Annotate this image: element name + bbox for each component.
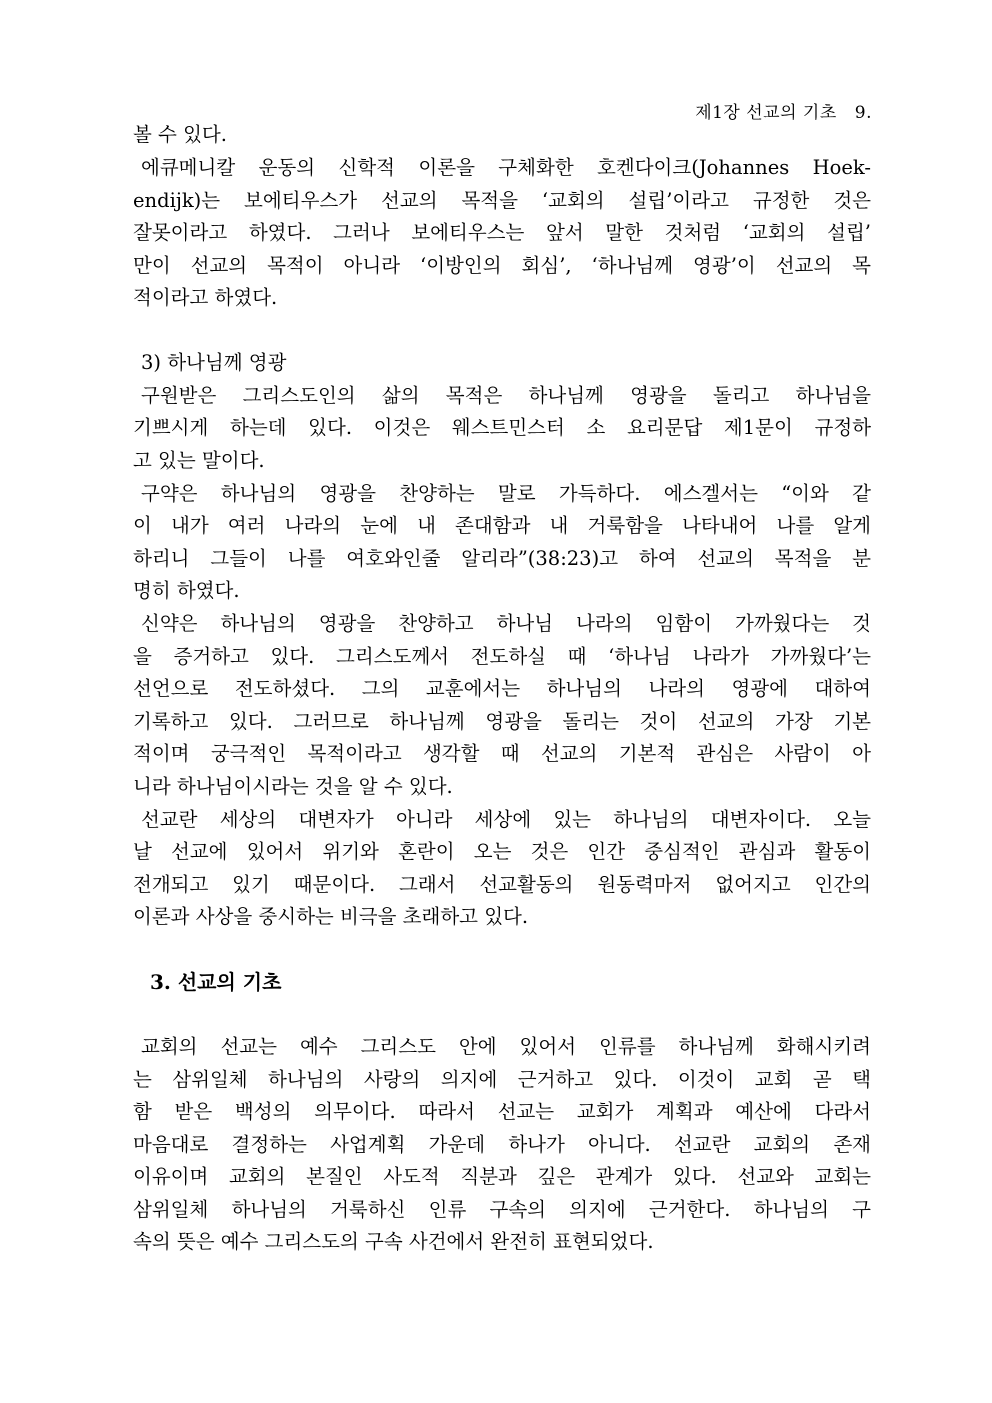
subsection-heading: 3) 하나님께 영광 [141,351,287,374]
text-line: 선언으로 전도하셨다. 그의 교훈에서는 하나님의 나라의 영광에 대하여 [133,677,871,700]
text-line: 기록하고 있다. 그러므로 하나님께 영광을 돌리는 것이 선교의 가장 기본 [133,710,871,733]
text-line: 구약은 하나님의 영광을 찬양하는 말로 가득하다. 에스겔서는 “이와 같 [141,482,871,505]
text-line: 구원받은 그리스도인의 삶의 목적은 하나님께 영광을 돌리고 하나님을 [141,384,871,407]
text-line: 기쁘시게 하는데 있다. 이것은 웨스트민스터 소 요리문답 제1문이 규정하 [133,416,871,439]
text-line: 는 삼위일체 하나님의 사랑의 의지에 근거하고 있다. 이것이 교회 곧 택 [133,1068,871,1091]
text-line: 이유이며 교회의 본질인 사도적 직분과 깊은 관계가 있다. 선교와 교회는 [133,1165,871,1188]
text-line: 속의 뜻은 예수 그리스도의 구속 사건에서 완전히 표현되었다. [133,1230,654,1253]
text-line: 선교란 세상의 대변자가 아니라 세상에 있는 하나님의 대변자이다. 오늘 [141,808,871,831]
text-line: 이론과 사상을 중시하는 비극을 초래하고 있다. [133,905,529,928]
text-line: 날 선교에 있어서 위기와 혼란이 오는 것은 인간 중심적인 관심과 활동이 [133,840,871,863]
text-line: 을 증거하고 있다. 그리스도께서 전도하실 때 ‘하나님 나라가 가까웠다’는 [133,645,871,668]
text-line: 니라 하나님이시라는 것을 알 수 있다. [133,775,453,798]
text-line: 전개되고 있기 때문이다. 그래서 선교활동의 원동력마저 없어지고 인간의 [133,873,871,896]
text-line: 마음대로 결정하는 사업계획 가운데 하나가 아니다. 선교란 교회의 존재 [133,1133,871,1156]
text-line: 잘못이라고 하였다. 그러나 보에티우스는 앞서 말한 것처럼 ‘교회의 설립’ [133,221,871,244]
text-line: 삼위일체 하나님의 거룩하신 인류 구속의 의지에 근거한다. 하나님의 구 [133,1198,871,1221]
text-line: 이 내가 여러 나라의 눈에 내 존대함과 내 거룩함을 나타내어 나를 알게 [133,514,871,537]
text-line: 볼 수 있다. [133,123,227,146]
text-line: 고 있는 말이다. [133,449,265,472]
text-line: 적이라고 하였다. [133,286,278,309]
section-heading: 3. 선교의 기초 [150,970,282,994]
text-line: 적이며 궁극적인 목적이라고 생각할 때 선교의 기본적 관심은 사람이 아 [133,742,871,765]
text-line: endijk)는 보에티우스가 선교의 목적을 ‘교회의 설립’이라고 규정한 것은 [133,189,871,212]
text-line: 함 받은 백성의 의무이다. 따라서 선교는 교회가 계획과 예산에 다라서 [133,1100,871,1123]
text-line: 교회의 선교는 예수 그리스도 안에 있어서 인류를 하나님께 화해시키려 [141,1035,871,1058]
text-line: 신약은 하나님의 영광을 찬양하고 하나님 나라의 임함이 가까웠다는 것 [141,612,871,635]
text-line: 에큐메니칼 운동의 신학적 이론을 구체화한 호켄다이크(Johannes Hoek- [141,156,871,179]
text-line: 만이 선교의 목적이 아니라 ‘이방인의 회심’, ‘하나님께 영광’이 선교의 목 [133,254,871,277]
text-line: 하리니 그들이 나를 여호와인줄 알리라”(38:23)고 하여 선교의 목적을 분 [133,547,871,570]
chapter-title: 제1장 선교의 기초 [695,103,837,123]
page-number: 9. [854,103,872,123]
text-line: 명히 하였다. [133,579,240,602]
